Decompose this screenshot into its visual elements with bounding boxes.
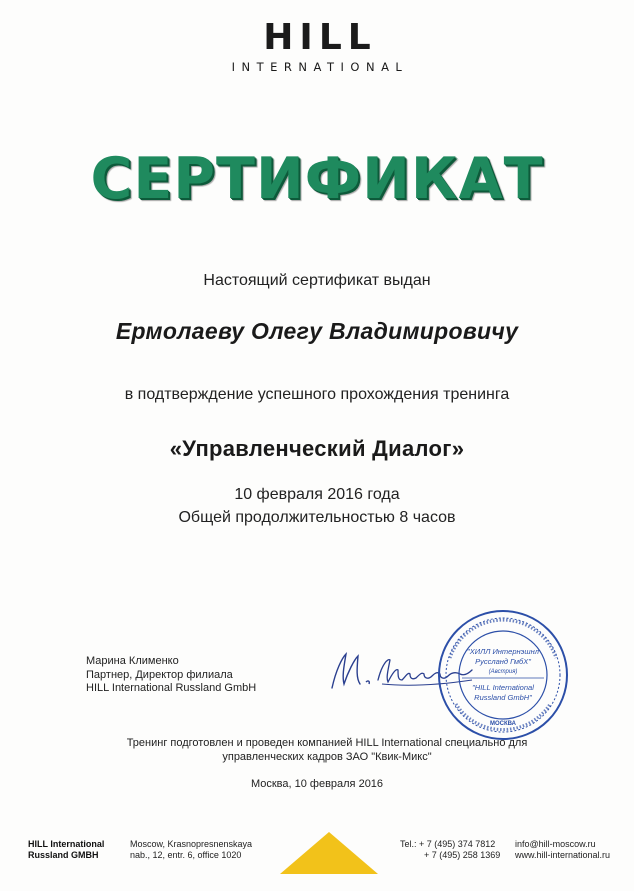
footer-website: www.hill-international.ru: [515, 850, 611, 860]
prepared-by-text: [0, 737, 634, 764]
issued-text: Настоящий сертификат выдан: [203, 272, 431, 289]
stamp-line-3: (Австрия): [488, 669, 518, 675]
hill-international-logo: [0, 18, 634, 74]
footer-phone-1: Tel.: + 7 (495) 374 7812: [400, 839, 496, 849]
footer-email: info@hill-moscow.ru: [515, 839, 596, 849]
signer-company: HILL International Russland GmbH: [86, 682, 257, 694]
stamp-line-1: "ХИЛЛ Интернэшнл: [467, 647, 539, 656]
footer-company-line-2: Russland GMBH: [28, 850, 99, 860]
footer-company-line-1: HILL International: [28, 839, 105, 849]
stamp-line-2: Руссланд ГмбХ": [475, 657, 531, 666]
logo-sub-text: INTERNATIONAL: [231, 60, 409, 74]
prepared-line-1: Тренинг подготовлен и проведен компанией HILL International специально для: [126, 737, 528, 749]
stamp-line-5: Russland GmbH": [474, 693, 532, 702]
stamp-bottom-text: МОСКВА: [489, 721, 517, 727]
signer-block: [86, 655, 256, 696]
yellow-triangle-logo: [278, 830, 380, 876]
certificate-title: СЕРТИФИКАТ: [90, 146, 544, 212]
signer-name: Марина Клименко: [86, 655, 179, 667]
logo-main-text: HILL: [263, 17, 377, 58]
footer-company: [28, 839, 104, 861]
training-name: «Управленческий Диалог»: [169, 436, 465, 461]
training-duration: Общей продолжительностью 8 часов: [178, 509, 456, 526]
footer-address-line-1: Moscow, Krasnopresnenskaya: [130, 839, 253, 849]
prepared-line-2: управленческих кадров ЗАО "Квик-Микс": [222, 750, 432, 763]
footer-contacts: [515, 839, 610, 861]
footer: [0, 836, 634, 876]
confirmation-text: в подтверждение успешного прохождения тренинга: [124, 386, 510, 403]
city-date: Москва, 10 февраля 2016: [250, 778, 384, 790]
training-date: 10 февраля 2016 года: [234, 486, 400, 503]
signer-position: Партнер, Директор филиала: [86, 668, 233, 681]
stamp-line-4: "HILL International: [472, 683, 534, 692]
footer-address: [130, 839, 252, 861]
recipient-name: Ермолаеву Олегу Владимировичу: [115, 318, 519, 344]
footer-phone-2: + 7 (495) 258 1369: [424, 850, 501, 860]
company-stamp: [436, 608, 570, 742]
footer-phones: [400, 839, 500, 861]
footer-address-line-2: nab., 12, entr. 6, office 1020: [130, 850, 242, 860]
